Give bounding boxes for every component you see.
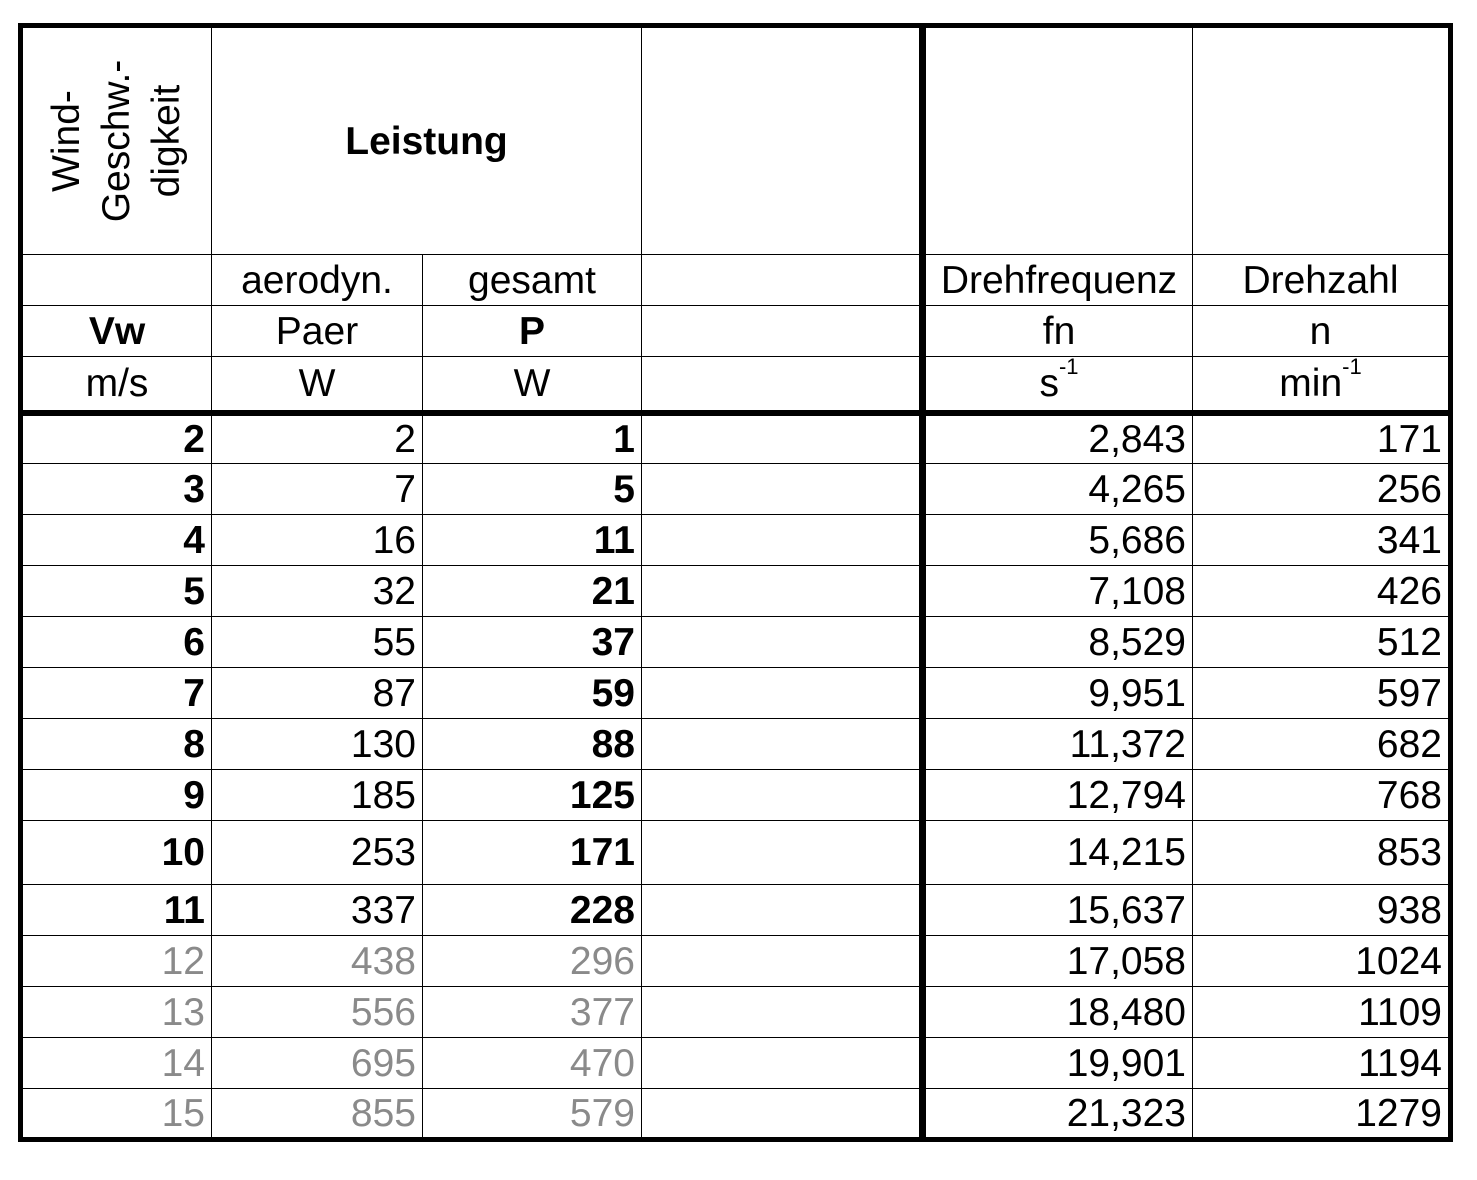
- cell-wind-speed: 7: [21, 668, 212, 719]
- cell-fn: 9,951: [923, 668, 1193, 719]
- cell-paer: 337: [212, 885, 423, 936]
- cell-fn: 14,215: [923, 821, 1193, 885]
- cell-paer: 855: [212, 1089, 423, 1140]
- cell-p-total: 59: [423, 668, 642, 719]
- unit-ms: m/s: [21, 357, 212, 413]
- cell-paer: 7: [212, 464, 423, 515]
- unit-min-exponent: -1: [1342, 356, 1362, 379]
- header-row-titles: [21, 26, 1451, 255]
- cell-fn: 18,480: [923, 987, 1193, 1038]
- cell-wind-speed: 13: [21, 987, 212, 1038]
- header-row-symbols: [21, 306, 1451, 357]
- cell-wind-speed: 9: [21, 770, 212, 821]
- cell-paer: 185: [212, 770, 423, 821]
- cell-n: 1109: [1193, 987, 1451, 1038]
- table-row: [21, 936, 1451, 987]
- wind-speed-header: [21, 26, 212, 255]
- header-row-units: [21, 357, 1451, 413]
- cell-paer: 695: [212, 1038, 423, 1089]
- cell-paer: 556: [212, 987, 423, 1038]
- aerodyn-header: aerodyn.: [212, 255, 423, 306]
- header-row-names: [21, 255, 1451, 306]
- unit-per-minute: [1193, 357, 1451, 413]
- cell-p-total: 579: [423, 1089, 642, 1140]
- wind-label-line: digkeit: [145, 84, 188, 198]
- cell-empty: [642, 617, 923, 668]
- symbol-vw: Vw: [21, 306, 212, 357]
- cell-empty: [642, 515, 923, 566]
- cell-paer: 55: [212, 617, 423, 668]
- cell-fn: 8,529: [923, 617, 1193, 668]
- cell-fn: 17,058: [923, 936, 1193, 987]
- cell-empty: [642, 936, 923, 987]
- empty-header-cell: [923, 26, 1193, 255]
- unit-s: s: [1039, 361, 1059, 405]
- table-row: [21, 413, 1451, 464]
- cell-paer: 253: [212, 821, 423, 885]
- cell-wind-speed: 14: [21, 1038, 212, 1089]
- unit-min: min: [1279, 361, 1343, 405]
- empty-header-cell: [642, 255, 923, 306]
- empty-header-cell: [642, 306, 923, 357]
- cell-paer: 32: [212, 566, 423, 617]
- cell-p-total: 1: [423, 413, 642, 464]
- cell-n: 853: [1193, 821, 1451, 885]
- cell-p-total: 5: [423, 464, 642, 515]
- cell-paer: 130: [212, 719, 423, 770]
- cell-empty: [642, 1038, 923, 1089]
- cell-n: 426: [1193, 566, 1451, 617]
- table-row: [21, 1089, 1451, 1140]
- cell-n: 341: [1193, 515, 1451, 566]
- cell-paer: 2: [212, 413, 423, 464]
- empty-header-cell: [1193, 26, 1451, 255]
- table-row: [21, 885, 1451, 936]
- cell-wind-speed: 5: [21, 566, 212, 617]
- symbol-fn: fn: [923, 306, 1193, 357]
- cell-empty: [642, 719, 923, 770]
- cell-n: 1194: [1193, 1038, 1451, 1089]
- cell-fn: 12,794: [923, 770, 1193, 821]
- empty-header-cell: [642, 357, 923, 413]
- empty-header-cell: [642, 26, 923, 255]
- cell-wind-speed: 3: [21, 464, 212, 515]
- cell-wind-speed: 4: [21, 515, 212, 566]
- cell-empty: [642, 821, 923, 885]
- cell-n: 768: [1193, 770, 1451, 821]
- cell-wind-speed: 10: [21, 821, 212, 885]
- table-row: [21, 515, 1451, 566]
- cell-empty: [642, 413, 923, 464]
- gesamt-header: gesamt: [423, 255, 642, 306]
- cell-empty: [642, 987, 923, 1038]
- drehfrequenz-header: Drehfrequenz: [923, 255, 1193, 306]
- cell-n: 171: [1193, 413, 1451, 464]
- wind-power-table: [18, 23, 1453, 1142]
- cell-n: 256: [1193, 464, 1451, 515]
- symbol-paer: Paer: [212, 306, 423, 357]
- cell-n: 1279: [1193, 1089, 1451, 1140]
- cell-p-total: 88: [423, 719, 642, 770]
- cell-paer: 16: [212, 515, 423, 566]
- cell-paer: 87: [212, 668, 423, 719]
- cell-n: 938: [1193, 885, 1451, 936]
- cell-fn: 15,637: [923, 885, 1193, 936]
- cell-p-total: 11: [423, 515, 642, 566]
- cell-p-total: 470: [423, 1038, 642, 1089]
- table-row: [21, 719, 1451, 770]
- symbol-p: P: [423, 306, 642, 357]
- cell-fn: 2,843: [923, 413, 1193, 464]
- cell-p-total: 296: [423, 936, 642, 987]
- cell-wind-speed: 11: [21, 885, 212, 936]
- wind-label-line: Wind-: [45, 90, 88, 192]
- cell-fn: 11,372: [923, 719, 1193, 770]
- cell-fn: 7,108: [923, 566, 1193, 617]
- wind-label-line: Geschw.-: [95, 59, 138, 223]
- cell-paer: 438: [212, 936, 423, 987]
- cell-fn: 21,323: [923, 1089, 1193, 1140]
- table-row: [21, 821, 1451, 885]
- table-row: [21, 987, 1451, 1038]
- cell-n: 682: [1193, 719, 1451, 770]
- cell-wind-speed: 2: [21, 413, 212, 464]
- cell-empty: [642, 1089, 923, 1140]
- cell-wind-speed: 8: [21, 719, 212, 770]
- cell-fn: 19,901: [923, 1038, 1193, 1089]
- cell-p-total: 37: [423, 617, 642, 668]
- cell-empty: [642, 464, 923, 515]
- cell-n: 1024: [1193, 936, 1451, 987]
- cell-fn: 4,265: [923, 464, 1193, 515]
- cell-empty: [642, 566, 923, 617]
- leistung-header: Leistung: [212, 26, 642, 255]
- unit-per-second: [923, 357, 1193, 413]
- table-row: [21, 1038, 1451, 1089]
- empty-header-cell: [21, 255, 212, 306]
- cell-empty: [642, 770, 923, 821]
- cell-n: 597: [1193, 668, 1451, 719]
- cell-wind-speed: 15: [21, 1089, 212, 1140]
- cell-p-total: 377: [423, 987, 642, 1038]
- unit-w-gesamt: W: [423, 357, 642, 413]
- cell-p-total: 21: [423, 566, 642, 617]
- cell-empty: [642, 668, 923, 719]
- table-row: [21, 464, 1451, 515]
- unit-s-exponent: -1: [1058, 356, 1079, 379]
- cell-fn: 5,686: [923, 515, 1193, 566]
- cell-empty: [642, 885, 923, 936]
- cell-p-total: 228: [423, 885, 642, 936]
- cell-p-total: 171: [423, 821, 642, 885]
- cell-wind-speed: 12: [21, 936, 212, 987]
- table-body: [21, 413, 1451, 1140]
- drehzahl-header: Drehzahl: [1193, 255, 1451, 306]
- symbol-n: n: [1193, 306, 1451, 357]
- cell-wind-speed: 6: [21, 617, 212, 668]
- table-row: [21, 668, 1451, 719]
- cell-p-total: 125: [423, 770, 642, 821]
- table-row: [21, 617, 1451, 668]
- unit-w-aerodyn: W: [212, 357, 423, 413]
- cell-n: 512: [1193, 617, 1451, 668]
- table-row: [21, 566, 1451, 617]
- table-row: [21, 770, 1451, 821]
